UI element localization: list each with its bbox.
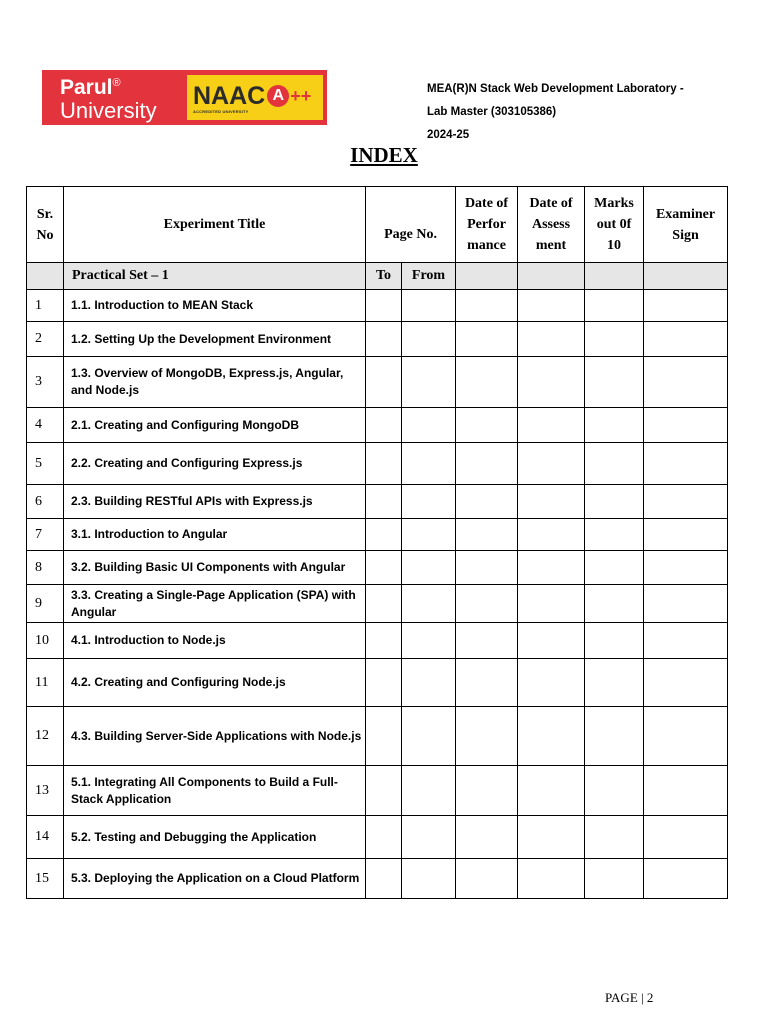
examiner-sign-cell — [644, 290, 728, 322]
date-assessment-cell — [518, 357, 585, 408]
examiner-sign-cell — [644, 585, 728, 623]
date-performance-cell — [456, 659, 518, 707]
page-from-cell — [402, 290, 456, 322]
page-from-cell — [402, 585, 456, 623]
experiment-title-cell: 1.1. Introduction to MEAN Stack — [64, 290, 366, 322]
date-performance-cell — [456, 585, 518, 623]
experiment-title-cell: 1.2. Setting Up the Development Environment — [64, 322, 366, 357]
page-from-cell — [402, 357, 456, 408]
table-row — [27, 659, 728, 707]
marks-cell — [585, 585, 644, 623]
page-to-cell — [366, 290, 402, 322]
sr-no-cell: 14 — [27, 816, 64, 859]
marks-cell — [585, 290, 644, 322]
header-date-performance: Date of Perfor mance — [456, 187, 518, 263]
header-experiment-title: Experiment Title — [64, 187, 366, 263]
date-performance-cell — [456, 623, 518, 659]
page-to-cell — [366, 443, 402, 485]
page-to-cell — [366, 766, 402, 816]
page-to-cell — [366, 551, 402, 585]
logo-brand: Parul® — [60, 76, 121, 99]
university-logo — [42, 70, 327, 125]
naac-accredited: ACCREDITED UNIVERSITY — [193, 108, 249, 114]
page-number: PAGE | 2 — [605, 990, 654, 1005]
page-to-label: To — [366, 263, 402, 290]
marks-cell — [585, 859, 644, 899]
date-performance-cell — [456, 816, 518, 859]
examiner-sign-cell — [644, 357, 728, 408]
page-from-cell — [402, 707, 456, 766]
marks-cell — [585, 816, 644, 859]
sr-no-cell: 11 — [27, 659, 64, 707]
page-from-cell — [402, 659, 456, 707]
sr-no-cell: 1 — [27, 290, 64, 322]
date-performance-cell — [456, 551, 518, 585]
index-table — [26, 186, 728, 899]
marks-cell — [585, 707, 644, 766]
marks-cell — [585, 659, 644, 707]
page-to-cell — [366, 519, 402, 551]
date-assessment-cell — [518, 859, 585, 899]
sr-no-cell: 10 — [27, 623, 64, 659]
examiner-sign-cell — [644, 519, 728, 551]
page-from-label: From — [402, 263, 456, 290]
table-row — [27, 623, 728, 659]
experiment-title-cell: 5.3. Deploying the Application on a Cloud Platform — [64, 859, 366, 899]
examiner-sign-cell — [644, 659, 728, 707]
page-from-cell — [402, 519, 456, 551]
page-from-cell — [402, 766, 456, 816]
experiment-title-cell: 5.2. Testing and Debugging the Application — [64, 816, 366, 859]
logo-university: University — [60, 98, 157, 123]
marks-cell — [585, 623, 644, 659]
table-row — [27, 707, 728, 766]
page-title: INDEX — [350, 143, 418, 167]
practical-set-row — [27, 263, 728, 290]
page-from-cell — [402, 816, 456, 859]
marks-cell — [585, 485, 644, 519]
sr-no-cell: 9 — [27, 585, 64, 623]
examiner-sign-cell — [644, 322, 728, 357]
page-from-cell — [402, 322, 456, 357]
date-performance-cell — [456, 357, 518, 408]
date-performance-cell — [456, 290, 518, 322]
header-date-assessment: Date of Assess ment — [518, 187, 585, 263]
date-assessment-cell — [518, 485, 585, 519]
table-row — [27, 322, 728, 357]
page-to-cell — [366, 357, 402, 408]
table-row — [27, 485, 728, 519]
marks-cell — [585, 551, 644, 585]
table-row — [27, 290, 728, 322]
date-assessment-cell — [518, 816, 585, 859]
table-row — [27, 551, 728, 585]
experiment-title-cell: 4.1. Introduction to Node.js — [64, 623, 366, 659]
examiner-sign-cell — [644, 443, 728, 485]
marks-cell — [585, 766, 644, 816]
examiner-sign-cell — [644, 816, 728, 859]
page-to-cell — [366, 659, 402, 707]
page-to-cell — [366, 859, 402, 899]
examiner-sign-cell — [644, 859, 728, 899]
date-assessment-cell — [518, 443, 585, 485]
page-from-cell — [402, 408, 456, 443]
header-sr-no: Sr. No — [27, 187, 64, 263]
table-row — [27, 859, 728, 899]
sr-no-cell: 8 — [27, 551, 64, 585]
header-examiner-sign: Examiner Sign — [644, 187, 728, 263]
date-performance-cell — [456, 408, 518, 443]
date-assessment-cell — [518, 322, 585, 357]
practical-set-label: Practical Set – 1 — [64, 263, 366, 290]
naac-grade: A — [267, 85, 289, 107]
page-from-cell — [402, 485, 456, 519]
date-performance-cell — [456, 485, 518, 519]
date-performance-cell — [456, 766, 518, 816]
course-code: Lab Master (303105386) — [427, 106, 557, 118]
page-to-cell — [366, 816, 402, 859]
examiner-sign-cell — [644, 551, 728, 585]
table-row — [27, 585, 728, 623]
marks-cell — [585, 519, 644, 551]
header-row — [27, 187, 728, 263]
page-to-cell — [366, 408, 402, 443]
experiment-title-cell: 5.1. Integrating All Components to Build a Full-Stack Application — [64, 766, 366, 816]
date-assessment-cell — [518, 659, 585, 707]
sr-no-cell: 2 — [27, 322, 64, 357]
experiment-title-cell: 3.2. Building Basic UI Components with Angular — [64, 551, 366, 585]
course-header — [427, 78, 684, 147]
table-row — [27, 816, 728, 859]
sr-no-cell: 6 — [27, 485, 64, 519]
header-marks: Marks out 0f 10 — [585, 187, 644, 263]
examiner-sign-cell — [644, 766, 728, 816]
date-performance-cell — [456, 443, 518, 485]
date-performance-cell — [456, 859, 518, 899]
marks-cell — [585, 322, 644, 357]
experiment-title-cell: 4.2. Creating and Configuring Node.js — [64, 659, 366, 707]
sr-no-cell: 13 — [27, 766, 64, 816]
naac-grade-plus: ++ — [290, 85, 312, 106]
date-assessment-cell — [518, 707, 585, 766]
examiner-sign-cell — [644, 707, 728, 766]
page-to-cell — [366, 485, 402, 519]
marks-cell — [585, 443, 644, 485]
marks-cell — [585, 357, 644, 408]
date-performance-cell — [456, 322, 518, 357]
page-from-cell — [402, 443, 456, 485]
marks-cell — [585, 408, 644, 443]
academic-year: 2024-25 — [427, 129, 470, 141]
experiment-title-cell: 2.3. Building RESTful APIs with Express.js — [64, 485, 366, 519]
experiment-title-cell: 1.3. Overview of MongoDB, Express.js, Angular, and Node.js — [64, 357, 366, 408]
date-assessment-cell — [518, 623, 585, 659]
table-row — [27, 443, 728, 485]
table-row — [27, 408, 728, 443]
sr-no-cell: 15 — [27, 859, 64, 899]
experiment-title-cell: 3.3. Creating a Single-Page Application (SPA) with Angular — [64, 585, 366, 623]
sr-no-cell: 3 — [27, 357, 64, 408]
page-from-cell — [402, 551, 456, 585]
date-assessment-cell — [518, 519, 585, 551]
date-performance-cell — [456, 519, 518, 551]
sr-no-cell: 4 — [27, 408, 64, 443]
page-from-cell — [402, 623, 456, 659]
page-from-cell — [402, 859, 456, 899]
date-assessment-cell — [518, 585, 585, 623]
parul-logo — [42, 70, 187, 125]
date-assessment-cell — [518, 551, 585, 585]
table-row — [27, 766, 728, 816]
date-performance-cell — [456, 707, 518, 766]
naac-badge — [187, 75, 323, 120]
table-row — [27, 519, 728, 551]
sr-no-cell: 7 — [27, 519, 64, 551]
sr-no-cell: 12 — [27, 707, 64, 766]
page-to-cell — [366, 623, 402, 659]
page-to-cell — [366, 322, 402, 357]
experiment-title-cell: 3.1. Introduction to Angular — [64, 519, 366, 551]
course-name: MEA(R)N Stack Web Development Laboratory - — [427, 83, 684, 95]
page-to-cell — [366, 707, 402, 766]
table-row — [27, 357, 728, 408]
examiner-sign-cell — [644, 408, 728, 443]
date-assessment-cell — [518, 766, 585, 816]
experiment-title-cell: 2.2. Creating and Configuring Express.js — [64, 443, 366, 485]
page-to-cell — [366, 585, 402, 623]
experiment-title-cell: 4.3. Building Server-Side Applications with Node.js — [64, 707, 366, 766]
sr-no-cell: 5 — [27, 443, 64, 485]
date-assessment-cell — [518, 290, 585, 322]
header-page-no: Page No. — [366, 187, 456, 263]
date-assessment-cell — [518, 408, 585, 443]
examiner-sign-cell — [644, 485, 728, 519]
naac-text: NAAC — [193, 81, 266, 110]
examiner-sign-cell — [644, 623, 728, 659]
experiment-title-cell: 2.1. Creating and Configuring MongoDB — [64, 408, 366, 443]
